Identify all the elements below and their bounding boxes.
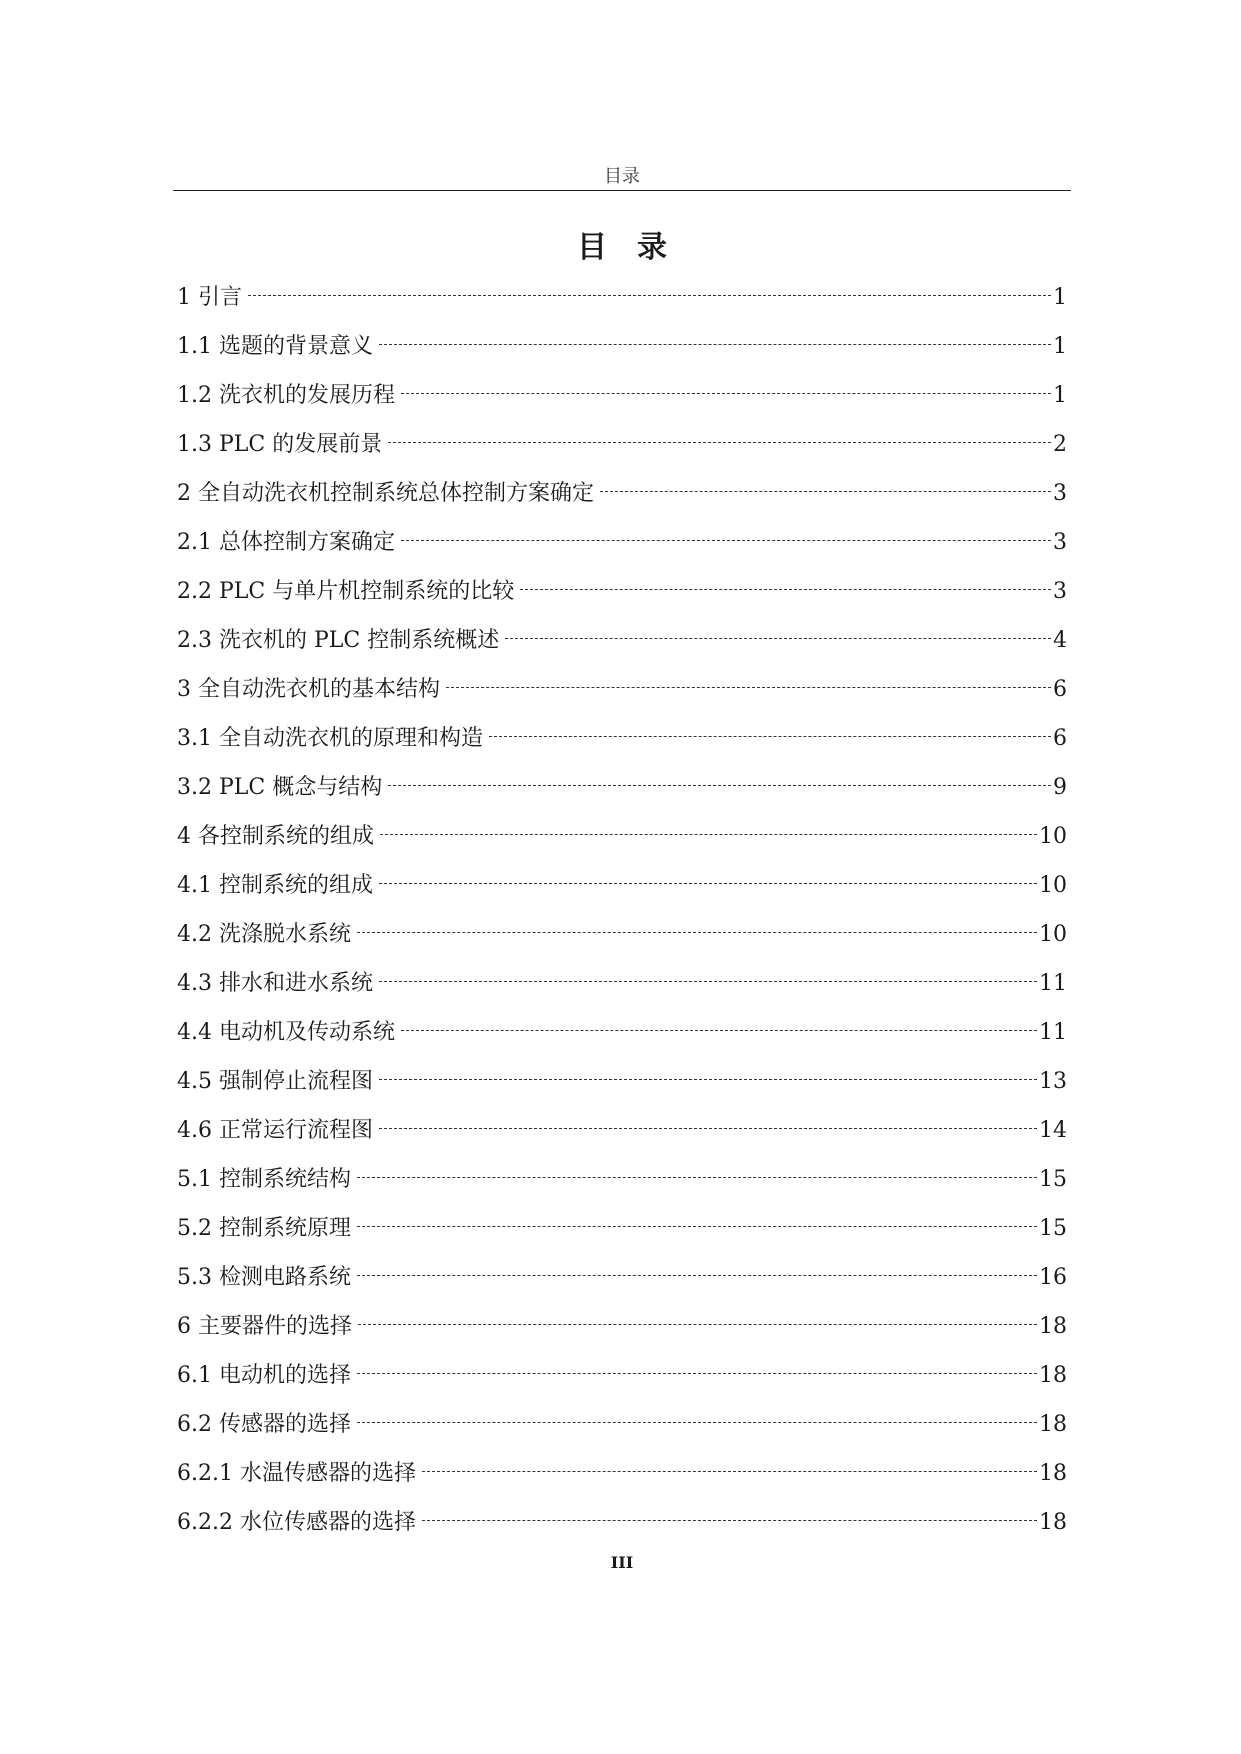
toc-entry-label: 2 全自动洗衣机控制系统总体控制方案确定 [177, 481, 594, 506]
toc-entry-label: 3 全自动洗衣机的基本结构 [177, 677, 440, 702]
toc-entry[interactable] [177, 770, 1067, 819]
toc-entry-label: 1.2 洗衣机的发展历程 [177, 383, 395, 408]
toc-entry-page: 4 [1053, 628, 1067, 653]
running-header: 目录 [604, 166, 640, 187]
toc-entry[interactable] [177, 721, 1067, 770]
toc-dot-leader [357, 1177, 1037, 1178]
toc-dot-leader [388, 785, 1051, 786]
toc-entry[interactable] [177, 280, 1067, 329]
toc-entry-label: 4.1 控制系统的组成 [177, 873, 373, 898]
toc-entry-label: 1 引言 [177, 285, 242, 310]
toc-entry[interactable] [177, 1456, 1067, 1505]
toc-entry-page: 6 [1053, 726, 1067, 751]
toc-entry-label: 5.3 检测电路系统 [177, 1265, 351, 1290]
toc-entry[interactable] [177, 1358, 1067, 1407]
toc-entry[interactable] [177, 1260, 1067, 1309]
toc-entry-page: 3 [1053, 579, 1067, 604]
toc-dot-leader [379, 981, 1037, 982]
toc-entry[interactable] [177, 1113, 1067, 1162]
toc-dot-leader [379, 344, 1051, 345]
toc-entry-page: 3 [1053, 481, 1067, 506]
toc-dot-leader [357, 1373, 1037, 1374]
toc-entry-page: 10 [1039, 873, 1067, 898]
toc-entry[interactable] [177, 1162, 1067, 1211]
toc-entry-label: 4.5 强制停止流程图 [177, 1069, 373, 1094]
toc-entry-label: 6.1 电动机的选择 [177, 1363, 351, 1388]
toc-entry-label: 6.2.1 水温传感器的选择 [177, 1461, 416, 1486]
toc-entry-page: 2 [1053, 432, 1067, 457]
toc-entry-label: 4.4 电动机及传动系统 [177, 1020, 395, 1045]
toc-entry-page: 16 [1039, 1265, 1067, 1290]
toc-dot-leader [422, 1520, 1037, 1521]
header-divider [173, 190, 1071, 191]
toc-entry-page: 11 [1039, 971, 1067, 996]
toc-dot-leader [401, 393, 1051, 394]
toc-dot-leader [379, 1128, 1037, 1129]
page-number: III [610, 1553, 634, 1572]
toc-dot-leader [401, 1030, 1037, 1031]
toc-dot-leader [422, 1471, 1037, 1472]
toc-dot-leader [379, 1079, 1037, 1080]
toc-entry-page: 9 [1053, 775, 1067, 800]
toc-entry-label: 1.1 选题的背景意义 [177, 334, 373, 359]
table-of-contents [177, 280, 1067, 1554]
toc-entry[interactable] [177, 525, 1067, 574]
toc-entry-label: 4.3 排水和进水系统 [177, 971, 373, 996]
toc-dot-leader [388, 442, 1051, 443]
toc-entry-label: 1.3 PLC 的发展前景 [177, 432, 383, 457]
toc-entry-page: 10 [1039, 922, 1067, 947]
toc-entry[interactable] [177, 427, 1067, 476]
toc-entry[interactable] [177, 378, 1067, 427]
toc-entry[interactable] [177, 574, 1067, 623]
toc-dot-leader [520, 589, 1051, 590]
toc-entry-page: 15 [1039, 1167, 1067, 1192]
toc-entry-label: 6 主要器件的选择 [177, 1314, 352, 1339]
toc-entry[interactable] [177, 1015, 1067, 1064]
toc-entry-label: 5.1 控制系统结构 [177, 1167, 351, 1192]
toc-entry-label: 2.2 PLC 与单片机控制系统的比较 [177, 579, 515, 604]
toc-dot-leader [600, 491, 1051, 492]
toc-dot-leader [248, 295, 1051, 296]
toc-dot-leader [357, 932, 1037, 933]
toc-dot-leader [505, 638, 1051, 639]
toc-entry[interactable] [177, 1407, 1067, 1456]
toc-entry[interactable] [177, 917, 1067, 966]
toc-dot-leader [446, 687, 1051, 688]
page-title: 目录 [577, 230, 697, 265]
toc-dot-leader [401, 540, 1051, 541]
toc-entry[interactable] [177, 476, 1067, 525]
toc-entry-page: 18 [1039, 1314, 1067, 1339]
toc-entry[interactable] [177, 623, 1067, 672]
toc-dot-leader [357, 1422, 1037, 1423]
toc-entry-page: 3 [1053, 530, 1067, 555]
toc-entry-label: 6.2.2 水位传感器的选择 [177, 1510, 416, 1535]
toc-entry-page: 18 [1039, 1461, 1067, 1486]
toc-entry-page: 14 [1039, 1118, 1067, 1143]
toc-entry-page: 1 [1053, 334, 1067, 359]
toc-entry-page: 6 [1053, 677, 1067, 702]
toc-entry-page: 11 [1039, 1020, 1067, 1045]
toc-entry-page: 1 [1053, 285, 1067, 310]
toc-dot-leader [379, 883, 1037, 884]
toc-entry-label: 4 各控制系统的组成 [177, 824, 374, 849]
toc-entry-page: 15 [1039, 1216, 1067, 1241]
toc-entry[interactable] [177, 1505, 1067, 1554]
toc-entry-page: 1 [1053, 383, 1067, 408]
toc-entry[interactable] [177, 868, 1067, 917]
toc-dot-leader [489, 736, 1051, 737]
toc-entry-page: 13 [1039, 1069, 1067, 1094]
toc-entry[interactable] [177, 1064, 1067, 1113]
toc-entry[interactable] [177, 1309, 1067, 1358]
toc-entry-label: 2.3 洗衣机的 PLC 控制系统概述 [177, 628, 500, 653]
toc-entry[interactable] [177, 966, 1067, 1015]
toc-dot-leader [357, 1226, 1037, 1227]
toc-entry-label: 4.6 正常运行流程图 [177, 1118, 373, 1143]
toc-dot-leader [357, 1275, 1037, 1276]
toc-entry-label: 2.1 总体控制方案确定 [177, 530, 395, 555]
toc-dot-leader [380, 834, 1037, 835]
toc-entry-page: 10 [1039, 824, 1067, 849]
toc-entry[interactable] [177, 672, 1067, 721]
toc-entry[interactable] [177, 1211, 1067, 1260]
toc-dot-leader [358, 1324, 1037, 1325]
toc-entry[interactable] [177, 329, 1067, 378]
toc-entry-page: 18 [1039, 1510, 1067, 1535]
toc-entry-label: 3.1 全自动洗衣机的原理和构造 [177, 726, 483, 751]
toc-entry-label: 6.2 传感器的选择 [177, 1412, 351, 1437]
toc-entry-page: 18 [1039, 1412, 1067, 1437]
toc-entry[interactable] [177, 819, 1067, 868]
toc-entry-label: 5.2 控制系统原理 [177, 1216, 351, 1241]
toc-entry-label: 3.2 PLC 概念与结构 [177, 775, 383, 800]
toc-entry-label: 4.2 洗涤脱水系统 [177, 922, 351, 947]
toc-entry-page: 18 [1039, 1363, 1067, 1388]
